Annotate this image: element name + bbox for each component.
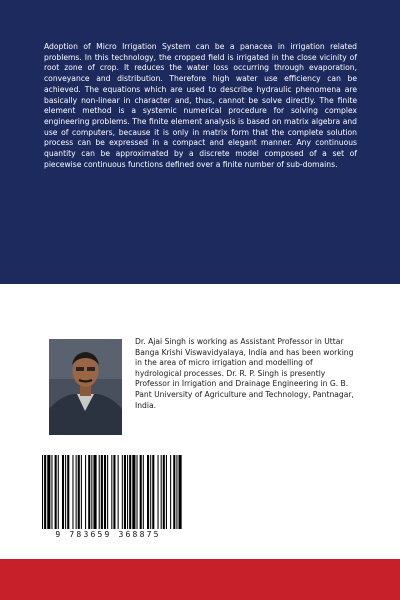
- barcode-bar: [150, 455, 151, 529]
- barcode-bar: [88, 455, 90, 529]
- barcode-bar: [78, 455, 80, 529]
- barcode-bar: [85, 455, 86, 529]
- barcode-bar: [166, 455, 167, 529]
- barcode-bar: [47, 455, 50, 529]
- barcode-bar: [51, 455, 52, 529]
- author-bio: Dr. Ajai Singh is working as Assistant Professor in Uttar Banga Krishi Viswavidyalaya, India and has been working in the area of micro irrigation and modelling of hydrological processes. Dr. R. P. Singh is presently Professor in Irrigation and Drainage Engineering in G. B. Pant University of Agriculture and Technology, Pantnagar, India.: [135, 337, 354, 410]
- barcode-bar: [72, 455, 73, 529]
- barcode-bar: [143, 455, 144, 529]
- barcode-bar: [124, 455, 126, 529]
- barcode-bar: [67, 455, 69, 529]
- barcode-bar: [107, 455, 108, 529]
- barcode-bar: [161, 455, 162, 529]
- barcode-bar: [152, 455, 154, 529]
- barcode-bar: [93, 455, 96, 529]
- barcode-bars: [42, 455, 182, 529]
- barcode-bar: [91, 455, 92, 529]
- barcode-bar: [147, 455, 149, 529]
- barcode-bar: [113, 455, 115, 529]
- barcode-bar: [158, 455, 159, 529]
- barcode-bar: [104, 455, 106, 529]
- barcode-bar: [99, 455, 100, 529]
- barcode-digits: 9 783659 368875: [55, 530, 161, 539]
- barcode-bar: [42, 455, 43, 529]
- barcode-bar: [163, 455, 165, 529]
- barcode-bar: [44, 455, 46, 529]
- barcode-bar: [132, 455, 135, 529]
- barcode-bar: [111, 455, 112, 529]
- barcode-bar: [76, 455, 77, 529]
- barcode-bar: [129, 455, 131, 529]
- barcode-bar: [58, 455, 59, 529]
- barcode-bar: [101, 455, 103, 529]
- barcode-bar: [173, 455, 175, 529]
- barcode-bar: [127, 455, 128, 529]
- author-photo: [49, 339, 122, 435]
- top-panel: [0, 0, 400, 284]
- barcode-bar: [122, 455, 123, 529]
- barcode-bar: [176, 455, 177, 529]
- barcode-bar: [140, 455, 142, 529]
- barcode-bar: [81, 455, 82, 529]
- barcode-bar: [65, 455, 66, 529]
- barcode-bar: [55, 455, 57, 529]
- barcode-bar: [137, 455, 138, 529]
- barcode-bar: [170, 455, 171, 529]
- bottom-band: [0, 559, 400, 600]
- back-cover-blurb: Adoption of Micro Irrigation System can be a panacea in irrigation related problems. In this technology, the cropped field is irrigated in the close vicinity of root zone of crop. It reduces the water loss occurring through evaporation, conveyance and distribution. Therefore high water use efficiency can be achieved. The equations which are used to describe hydraulic phenomena are basically non-linear in character and, thus, cannot be solve directly. The finite element method is a systemic numerical procedure for solving complex engineering problems. The finite element analysis is based on matrix algebra and use of computers, because it is only in matrix form that the complete solution process can be expressed in a compact and elegant manner. Any continuous quantity can be approximated by a discrete model composed of a set of piecewise continuous functions defined over a finite number of sub-domains.: [44, 42, 357, 169]
- isbn-barcode: [32, 455, 184, 543]
- barcode-bar: [118, 455, 119, 529]
- barcode-bar: [62, 455, 64, 529]
- barcode-bar: [179, 455, 182, 529]
